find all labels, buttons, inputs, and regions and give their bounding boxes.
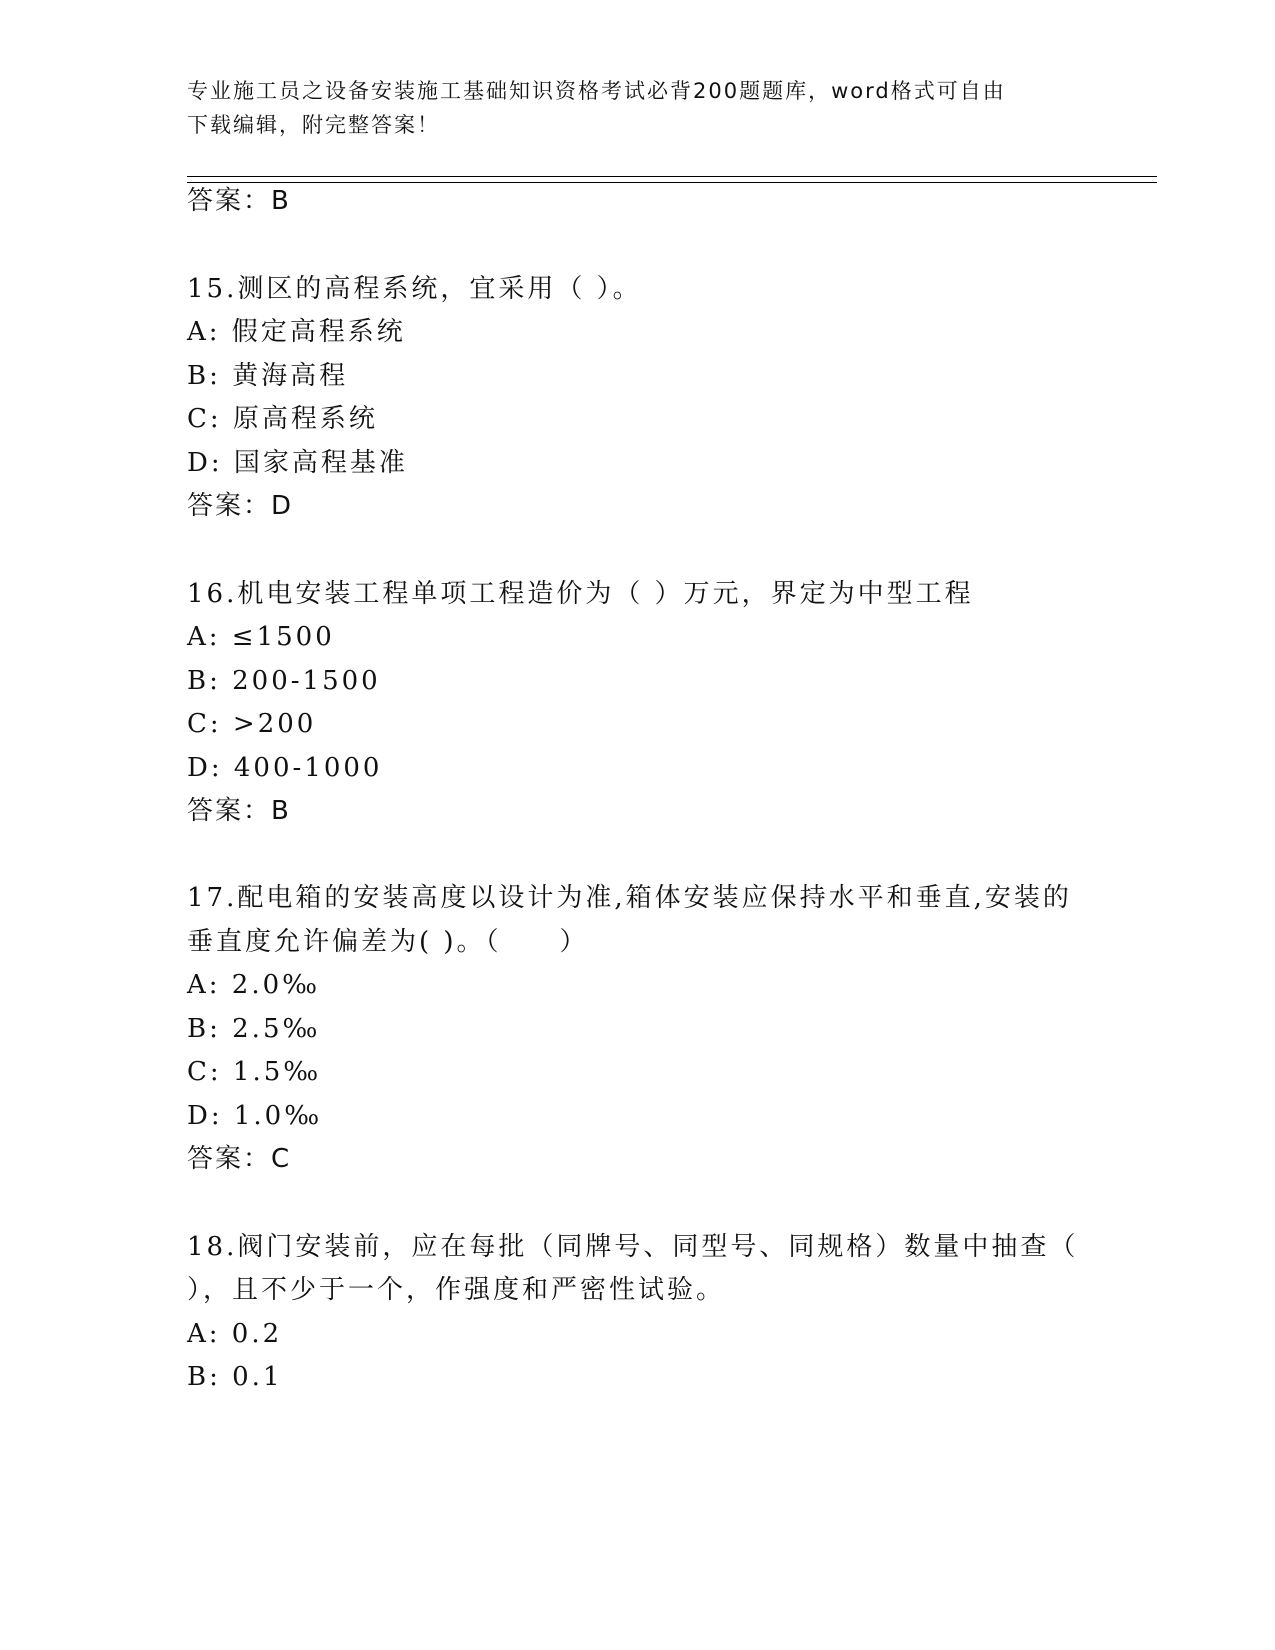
question-15-answer: 答案：D	[187, 491, 294, 521]
question-15-option-a: A: 假定高程系统	[187, 317, 406, 347]
header-divider	[187, 176, 1157, 177]
question-17-stem-line-2: 垂直度允许偏差为( )。（ ）	[187, 927, 589, 957]
question-15-option-d: D: 国家高程基准	[187, 448, 408, 478]
question-16-option-c: C: >200	[187, 709, 317, 739]
question-16-option-d: D: 400-1000	[187, 753, 383, 783]
question-17-option-b: B: 2.5‰	[187, 1014, 321, 1044]
question-16-option-a: A: ≤1500	[187, 622, 335, 652]
question-16-answer: 答案：B	[187, 796, 291, 826]
question-17-answer: 答案：C	[187, 1144, 292, 1174]
previous-answer: 答案：B	[187, 186, 291, 216]
header-divider-thin	[187, 182, 1157, 183]
question-15-stem: 15.测区的高程系统，宜采用（ ）。	[187, 274, 642, 304]
question-15-option-c: C: 原高程系统	[187, 404, 378, 434]
question-17-option-a: A: 2.0‰	[187, 970, 321, 1000]
question-18-option-b: B: 0.1	[187, 1362, 283, 1392]
question-15-option-b: B: 黄海高程	[187, 361, 349, 391]
question-18-stem-line-2: ），且不少于一个，作强度和严密性试验。	[187, 1275, 726, 1305]
header-line-1: 专业施工员之设备安装施工基础知识资格考试必背200题题库，word格式可自由	[187, 79, 1006, 103]
question-16-stem: 16.机电安装工程单项工程造价为（ ）万元，界定为中型工程	[187, 579, 974, 609]
question-17-option-c: C: 1.5‰	[187, 1057, 322, 1087]
question-16-option-b: B: 200-1500	[187, 666, 381, 696]
document-header	[187, 74, 1087, 142]
question-18-stem-line-1: 18.阀门安装前，应在每批（同牌号、同型号、同规格）数量中抽查（	[187, 1232, 1079, 1262]
question-18-option-a: A: 0.2	[187, 1319, 283, 1349]
question-17-option-d: D: 1.0‰	[187, 1101, 323, 1131]
header-line-2: 下载编辑，附完整答案！	[187, 113, 440, 137]
question-17-stem-line-1: 17.配电箱的安装高度以设计为准,箱体安装应保持水平和垂直,安装的	[187, 883, 1072, 913]
